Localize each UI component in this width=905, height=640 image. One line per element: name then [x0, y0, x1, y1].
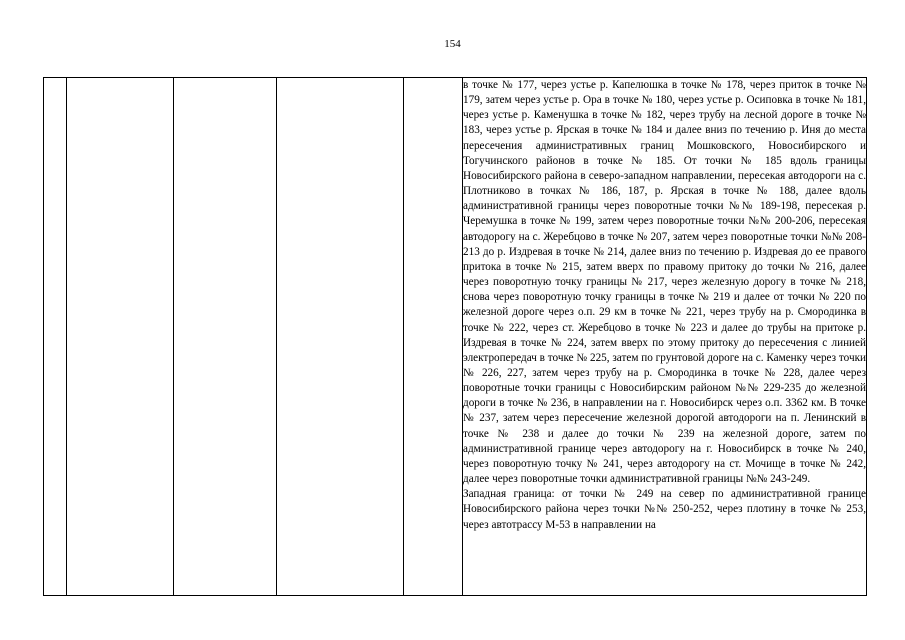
table-cell-5 [404, 78, 463, 596]
document-table [43, 77, 867, 596]
boundary-paragraph: в точке № 177, через устье р. Капелюшка в точке № 178, через приток в точке № 179, затем через устье р. Ора в точке № 180, через устье р. Осиповка в точке № 181, через устье р. Каменушка в точке № 182, через трубу на лесной дороге в точке № 183, через устье р. Ярская в точке № 184 и далее вниз по течению р. Иня до места пересечения административных границ Мошковского, Новосибирского и Тогучинского районов в точке № 185. От точки № 185 вдоль границы Новосибирского района в северо-западном направлении, пересекая автодороги на с. Плотниково в точках № 186, 187, р. Ярская в точке № 188, далее вдоль административной границы через поворотные точки №№ 189-198, пересекая р. Черемушка в точке № 199, затем через поворотные точки №№ 200-206, пересекая автодорогу на с. Жеребцово в точке № 207, затем через поворотные точки №№ 208-213 до р. Издревая в точке № 214, далее вниз по течению р. Издревая до ее правого притока в точке № 215, затем вверх по правому притоку до точки № 216, далее через поворотную точку границы № 217, через железную дорогу в точке № 218, снова через поворотную точку границы в точке № 219 и далее от точки № 220 по железной дороге через о.п. 29 км в точке № 221, через трубу на р. Смородинка в точке № 222, через ст. Жеребцово в точке № 223 и далее до трубы на притоке р. Издревая в точке № 224, затем вверх по этому притоку до пересечения с линией электропередач в точке № 225, затем по грунтовой дороге на с. Каменку через точки № 226, 227, затем через трубу на р. Смородинка в точке № 228, далее через поворотные точки границы с Новосибирским районом №№ 229-235 до железной дороги в точке № 236, в направлении на г. Новосибирск через о.п. 3362 км. В точке № 237, затем через пересечение железной дорогой автодороги на п. Ленинский в точке № 238 и далее до точки № 239 на железной дороге, затем по административной границе через автодорогу на г. Новосибирск в точке № 240, через поворотную точку № 241, через автодорогу на ст. Мочище в точке № 242, далее через поворотные точки административной границы №№ 243-249. [463, 79, 866, 486]
boundary-description-cell [463, 78, 867, 596]
western-boundary-paragraph: Западная граница: от точки № 249 на север по административной границе Новосибирского района через точки №№ 250-252, через плотину в точке № 253, через автотрассу М-53 в направлении на [463, 488, 866, 531]
table-cell-3 [174, 78, 277, 596]
table-row [44, 78, 867, 596]
table-cell-2 [67, 78, 174, 596]
page-number: 154 [444, 38, 461, 50]
table-cell-4 [277, 78, 404, 596]
table-cell-1 [44, 78, 67, 596]
